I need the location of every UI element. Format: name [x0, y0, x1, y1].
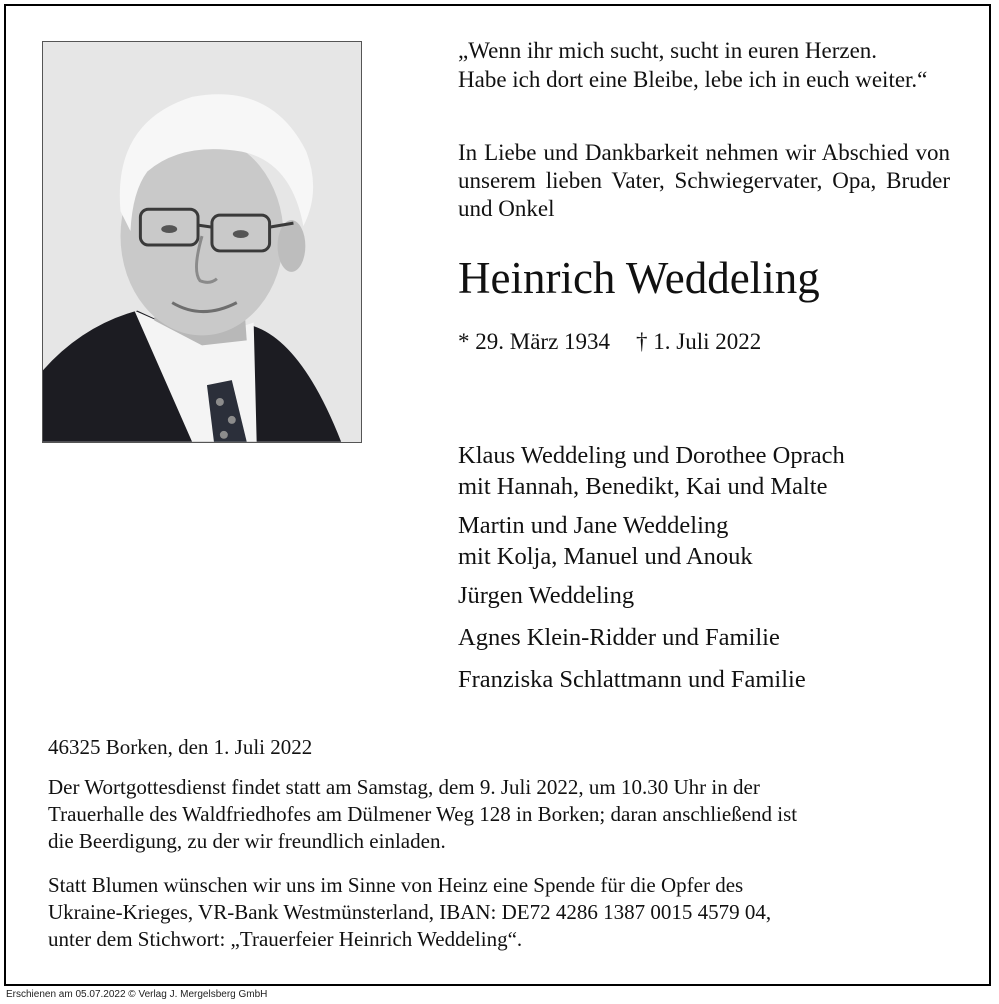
family-line: mit Hannah, Benedikt, Kai und Malte: [458, 473, 828, 500]
family-list: [458, 440, 958, 706]
family-entry: [458, 580, 958, 611]
portrait-photo: [42, 41, 362, 443]
service-line: Der Wortgottesdienst findet statt am Samstag, dem 9. Juli 2022, um 10.30 Uhr in der: [48, 775, 760, 799]
donation-line: Ukraine-Krieges, VR-Bank Westmünsterland, IBAN: DE72 4286 1387 0015 4579 04,: [48, 900, 772, 924]
publication-footer: Erschienen am 05.07.2022 © Verlag J. Mergelsberg GmbH: [6, 989, 268, 1000]
service-info: [48, 774, 956, 855]
service-line: Trauerhalle des Waldfriedhofes am Dülmener Weg 128 in Borken; daran anschließend ist: [48, 802, 798, 826]
farewell-intro: In Liebe und Dankbarkeit nehmen wir Abschied von unserem lieben Vater, Schwiegervater, Opa, Bruder und Onkel: [458, 140, 950, 221]
life-dates: [458, 328, 958, 356]
portrait-illustration: [43, 42, 361, 442]
family-line: Agnes Klein-Ridder und Familie: [458, 624, 780, 651]
service-line: die Beerdigung, zu der wir freundlich einladen.: [48, 829, 446, 853]
obituary-card: [4, 4, 991, 986]
family-entry: [458, 440, 958, 502]
family-line: Klaus Weddeling und Dorothee Oprach: [458, 442, 845, 469]
quote-line: „Wenn ihr mich sucht, sucht in euren Herzen.: [458, 38, 878, 63]
family-entry: [458, 664, 958, 695]
family-entry: [458, 622, 958, 653]
family-line: mit Kolja, Manuel und Anouk: [458, 543, 753, 570]
birth-date: * 29. März 1934: [458, 329, 611, 354]
family-line: Jürgen Weddeling: [458, 582, 635, 609]
family-line: Franziska Schlattmann und Familie: [458, 666, 806, 693]
family-line: Martin und Jane Weddeling: [458, 512, 729, 539]
donation-line: Statt Blumen wünschen wir uns im Sinne von Heinz eine Spende für die Opfer des: [48, 873, 744, 897]
family-entry: [458, 510, 958, 572]
donation-line: unter dem Stichwort: „Trauerfeier Heinrich Weddeling“.: [48, 927, 523, 951]
place-and-date: 46325 Borken, den 1. Juli 2022: [48, 735, 313, 759]
donation-info: [48, 872, 956, 953]
quote-line: Habe ich dort eine Bleibe, lebe ich in euch weiter.“: [458, 67, 928, 92]
quote: [458, 36, 958, 94]
deceased-name: Heinrich Weddeling: [458, 253, 820, 303]
death-date: † 1. Juli 2022: [636, 329, 762, 354]
